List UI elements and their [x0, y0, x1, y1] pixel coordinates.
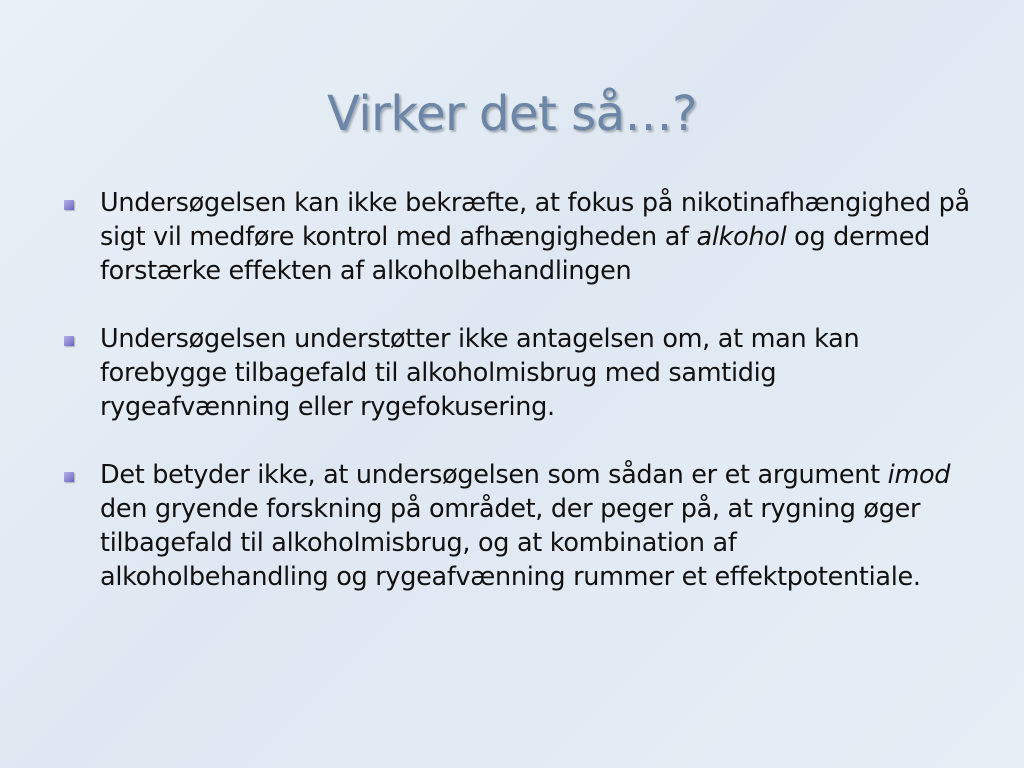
square-bullet-icon	[64, 472, 74, 482]
bullet-item	[60, 186, 970, 288]
slide-title: Virker det så…?	[327, 86, 697, 142]
bullet-item	[60, 322, 970, 424]
bullet-item	[60, 458, 970, 594]
bullet-text-continued: den gryende forskning på området, der peger på, at rygning øger tilbagefald til alkoholmisbrug, og at kombination af alkoholbehandling og rygeafvænning rummer et effektpotentiale.	[100, 494, 921, 592]
bullet-text-continued: og dermed forstærke effekten af alkoholbehandlingen	[100, 222, 930, 286]
bullet-text: Undersøgelsen kan ikke bekræfte, at fokus på nikotinafhængighed på sigt vil medføre kontrol med afhængigheden af	[100, 188, 970, 252]
bullet-emphasis: imod	[887, 460, 951, 490]
square-bullet-icon	[64, 200, 74, 210]
square-bullet-icon	[64, 336, 74, 346]
bullet-list	[60, 186, 970, 628]
bullet-emphasis: alkohol	[696, 222, 787, 252]
bullet-text: Undersøgelsen understøtter ikke antagelsen om, at man kan forebygge tilbagefald til alkoholmisbrug med samtidig rygeafvænning eller rygefokusering.	[100, 324, 860, 422]
bullet-text: Det betyder ikke, at undersøgelsen som sådan er et argument	[100, 460, 888, 490]
